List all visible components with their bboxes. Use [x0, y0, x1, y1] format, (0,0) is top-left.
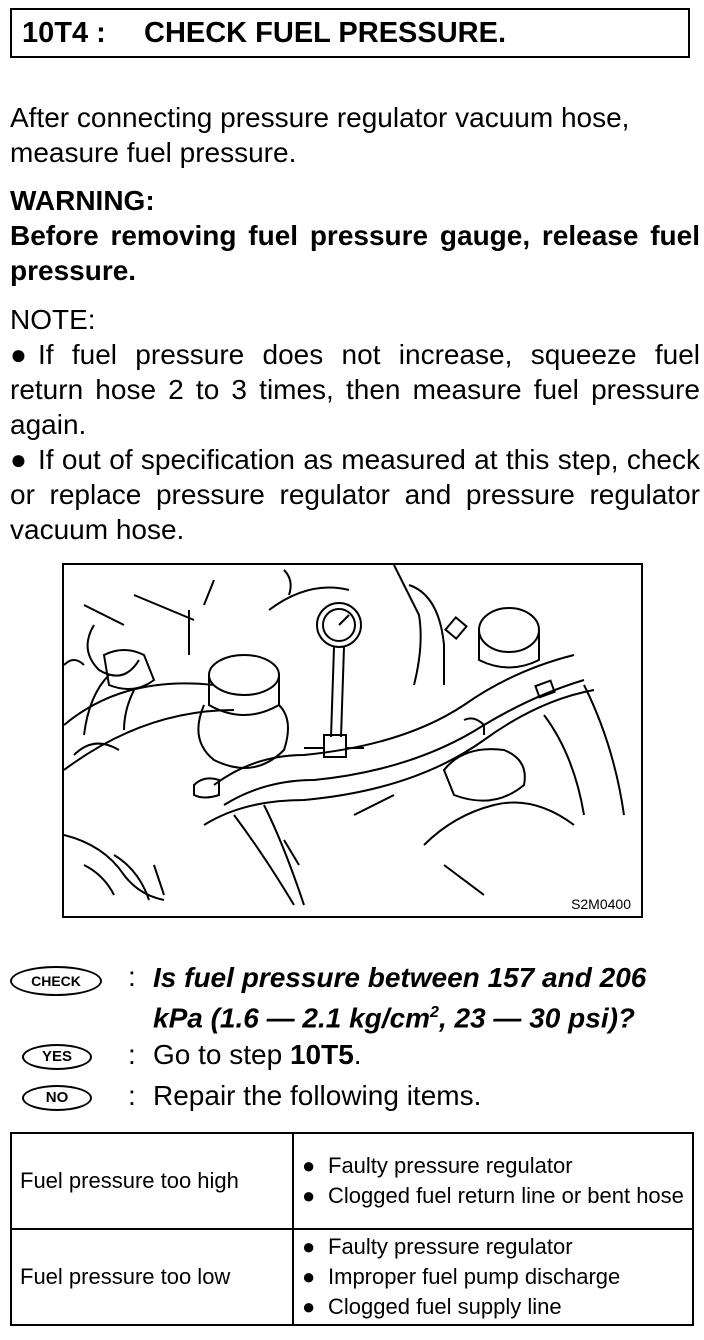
- yes-text: [153, 1038, 703, 1072]
- table-row: [11, 1133, 693, 1229]
- note-item-1-text: If fuel pressure does not increase, squeeze fuel return hose 2 to 3 times, then measure fuel pressure again.: [10, 339, 700, 440]
- intro-line-2: measure fuel pressure.: [10, 137, 297, 168]
- list-item: [302, 1232, 684, 1262]
- bullet-icon: ●: [10, 444, 27, 475]
- list-item: [302, 1292, 684, 1322]
- table-row: [11, 1229, 693, 1325]
- check-sup: 2: [430, 1004, 439, 1021]
- no-badge: NO: [22, 1085, 92, 1111]
- note-list: [10, 337, 700, 547]
- list-item-text: Clogged fuel return line or bent hose: [328, 1183, 684, 1208]
- yes-text-pre: Go to step: [153, 1039, 290, 1070]
- table-condition: Fuel pressure too high: [11, 1133, 293, 1229]
- list-item: [302, 1151, 684, 1181]
- step-number: 10T4 :: [22, 16, 106, 49]
- fuel-gauge-diagram: [64, 565, 641, 916]
- check-line-2b: , 23 — 30 psi)?: [438, 1002, 636, 1034]
- list-item: [302, 1181, 684, 1211]
- check-badge: CHECK: [10, 966, 102, 996]
- list-item-text: Faulty pressure regulator: [328, 1234, 573, 1259]
- bullet-icon: ●: [302, 1153, 316, 1178]
- check-line-2: [153, 995, 703, 1035]
- yes-text-post: .: [353, 1039, 362, 1070]
- check-question: [153, 960, 703, 1035]
- repair-table: [10, 1132, 694, 1326]
- figure-code: S2M0400: [571, 896, 631, 912]
- no-text: Repair the following items.: [153, 1080, 482, 1111]
- bullet-icon: ●: [302, 1234, 316, 1259]
- bullet-icon: ●: [10, 339, 27, 370]
- list-item-text: Faulty pressure regulator: [328, 1153, 573, 1178]
- note-item-2: [10, 442, 700, 547]
- table-items: [293, 1133, 693, 1229]
- warning-text: Before removing fuel pressure gauge, release fuel pressure.: [10, 220, 700, 286]
- intro-line-1: After connecting pressure regulator vacuum hose,: [10, 102, 630, 133]
- yes-badge: YES: [22, 1044, 92, 1070]
- no-colon: :: [128, 1080, 136, 1111]
- check-line-2a: kPa (1.6 — 2.1 kg/cm: [153, 1002, 431, 1034]
- check-line-1: Is fuel pressure between 157 and 206: [153, 962, 647, 993]
- list-item-text: Improper fuel pump discharge: [328, 1264, 621, 1289]
- engine-illustration: [62, 563, 643, 918]
- yes-row: [10, 1038, 700, 1074]
- no-row: [10, 1079, 700, 1115]
- bullet-icon: ●: [302, 1264, 316, 1289]
- step-header: [10, 8, 690, 58]
- note-item-2-text: If out of specification as measured at this step, check or replace pressure regulator and pressure regulator vacuum hose.: [10, 444, 700, 545]
- step-title: CHECK FUEL PRESSURE.: [144, 16, 507, 49]
- intro-text: [10, 100, 700, 170]
- table-condition: Fuel pressure too low: [11, 1229, 293, 1325]
- table-items: [293, 1229, 693, 1325]
- bullet-icon: ●: [302, 1294, 316, 1319]
- bullet-icon: ●: [302, 1183, 316, 1208]
- check-row: [10, 960, 700, 1032]
- check-colon: :: [128, 961, 136, 992]
- warning-heading: WARNING:: [10, 185, 155, 216]
- list-item: [302, 1262, 684, 1292]
- note-heading: NOTE:: [10, 304, 96, 335]
- note-item-1: [10, 337, 700, 442]
- yes-step-link: 10T5: [289, 1039, 354, 1070]
- yes-colon: :: [128, 1039, 136, 1070]
- list-item-text: Clogged fuel supply line: [328, 1294, 562, 1319]
